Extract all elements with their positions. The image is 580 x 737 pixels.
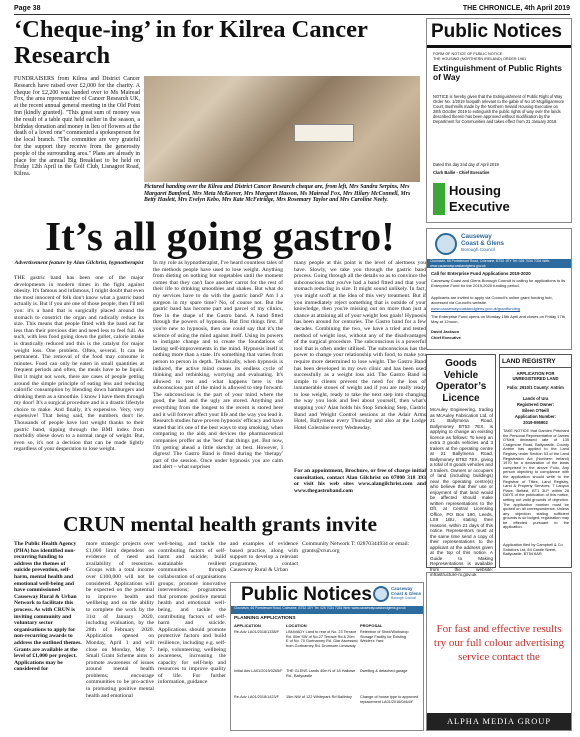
enterprise-sign-title: Chief Executive (431, 335, 461, 340)
goods-vehicle-notice (426, 354, 496, 577)
goods-body: McAuley Engineering, trading as McAuley Fabrication Ltd, of 21 Ballymena Road, Ballymoney BT53 7EX, is applying to change an existing licence as follows: To keep an extra 3 goods vehicles and 3 trailers at the operating centre at 21 Ballymena Road, Ballymoney BT53 7EX, giving a total of 8 goods vehicles and 3 trailers. Owners or occupiers of land (including buildings) near the operating centre(s) who believe that their use or enjoyment of that land would be affected should make written representations to the DfI, at Central Licensing Office, PO Box 180, Leeds, LS9 1BU, stating their reasons, within 21 days of this notice. Representors must at the same time send a copy of their representations to the applicant at the address given at the top of this notice. A Guide to Making Representations is available from the website: infrastructure-ni.gov.uk (430, 407, 493, 577)
land-app-number: 2019-095902 (523, 420, 548, 425)
planning-col-location: LOCATION (286, 623, 307, 628)
planning-row-3-proposal: Change of house type to approved replacement LA01/2016/0464/F (360, 695, 419, 704)
crun-col1: The Public Health Agency (PHA) has identified non-recurring funding to address the themes of suicide prevention, self-harm, mental health and emotional well-being and have commissioned Causeway Rural & Urban Network to facilitate this process. As with CRUN is inviting community and voluntary sector organisations to apply for non-recurring awards to address the outlined themes. Grants are available at the level of £1,000 per project. Applications may be considered for (14, 541, 82, 673)
land-folio: Folio: 2910/1 County: Antrim (507, 385, 564, 390)
planning-heading: PLANNING APPLICATIONS (234, 616, 296, 621)
planning-row-1-proposal: Retention of Shed/Workshop Storage Facility for Existing Welder's Yard (360, 630, 409, 644)
council-address: Cloonavin, 66 Portstewart Road, Coleraine, BT52 1EY Tel: 028 7034 7034 Web: www.causewaycoastandglens.gov.uk (427, 259, 571, 268)
land-lands: Lands of Ura (522, 396, 549, 401)
crun-col3: well-being, and tackle the contributing factors of self-harm and suicide; build sustainable resilient communities through collaboration of organisations groups; promote innovative interventions; programmes that promote positive mental health and emotional well-being, and tackle the contributing factors of self-harm and suicide. Applications should promote protective factors and build resilience, including e.g. self-help, volunteering, wellbeing awareness, increasing the capacity for self-help and resources to improve quality of life. For further information, guidance (158, 541, 226, 686)
council-name-mid: Coast & Glens (461, 240, 505, 247)
planning-table (234, 623, 421, 729)
kilrea-cheque-photo (144, 76, 420, 182)
advertising-ad (426, 572, 572, 731)
land-subtitle: APPLICATION FOR UNREGISTERED LAND (512, 371, 559, 381)
notice-dated: Dated this day 2nd day of April 2019 (433, 162, 499, 167)
land-owner-label: Registered Owner: (516, 402, 555, 407)
council-crest-icon (373, 586, 389, 602)
land-app-label: Application Number: (514, 414, 557, 419)
gastro-cta: For an appointment, Brochure, or free of charge initial consultation, contact Alan Gilchrist on 07800 318 393 or visit his web sites www.alangilchrist.com and www.thegastroband.com (294, 468, 426, 494)
planning-row-3-location: 15m NW of 122 Whitepark Rd Ballintoy (286, 695, 352, 699)
page-number: Page 38 (14, 5, 41, 12)
crun-col4: and examples of evidence based practice, along with support to develop a relevant programme, contact Causeway Rural & Urban (230, 541, 298, 574)
land-divider (500, 367, 571, 368)
goods-title: Goods Vehicle Operator’s Licence (435, 358, 487, 404)
planning-council-top: Causeway (391, 586, 413, 591)
planning-row-3-app: Re-Adv LA01/2018/1423/F (234, 695, 279, 699)
enterprise-p1: Causeway Coast and Glens Borough Council is calling for applications to its Enterprise Fund for the 2019-2020 funding period. (431, 278, 566, 288)
enterprise-p2: Applicants are invited to apply via Council's online grant funding hub, accessed via Council's website. (431, 295, 553, 305)
land-registry-notice (499, 354, 572, 568)
gastro-article (14, 260, 426, 508)
divider (427, 45, 571, 48)
planning-row-1-location: LIMAVADY Land to rear of No. 23 Terrace Rd. 50m SW of No.27 Terrace Rd & 20m E of No. 70 Gortnarney Rd. Glar Ascessed from Gortnarney Rd. Drumsurn Limavady (286, 630, 358, 648)
planning-council-bot: Borough Council (391, 596, 417, 600)
page-header (14, 3, 570, 15)
land-owner: Eileen O'Neill (522, 408, 549, 413)
notice-signed: Clark Ballie - Chief Executive (433, 170, 490, 175)
planning-row-2-location: THE GLENS Lands 40m N of 18 Hallowe Rd., Ballycastle (286, 669, 356, 678)
enterprise-fund-notice (426, 228, 572, 350)
planning-row-2-app: Initial Adv LA01/2019/0265/F (234, 669, 283, 673)
housing-logo-bar (433, 183, 445, 215)
paper-date: THE CHRONICLE, 4th April 2019 (462, 5, 570, 12)
planning-notices (230, 582, 424, 731)
land-footer: Application filed by Campbell & Co Solicitors Ltd, 84 Castle Street, Ballycastle, BT54 6AR (503, 542, 563, 557)
notice-body: NOTICE is hereby given that the Extinguishment of Public Right of Way Order No. 1/2019 footpath relevant to the gable of No 10 Mcgilliganmore Court, Bushmills made by the Northern Ireland Housing Executive on 28th October 2019 to extinguish the public rights of way over the lands described therein has been approved without modification by the Department for Communities and takes effect from 31 January 2019. (433, 94, 565, 124)
planning-row-2-proposal: Dwelling & detached garage (360, 669, 408, 673)
planning-col-proposal: PROPOSAL (360, 623, 383, 628)
ad-footer: ALPHA MEDIA GROUP (427, 713, 571, 730)
enterprise-p3: The Enterprise Fund opens on Monday 15th April and closes on Friday 17th May at 12noon. (431, 314, 566, 324)
land-title: LAND REGISTRY (502, 358, 556, 365)
housing-logo-bottom: Executive (449, 199, 510, 214)
gastro-col3: many people at this point is the level of alertness you have. Slowly, we take you through the gastric band process. Going through all the details so as to convince the subconscious that you've had a band fitted and that your stomach reducing in size. It might sound unlikely. In fact, you might scoff at the idea of this very treatment. But if you immediately reject something that is outside of your knowledge, then you're missing out on more than just a chance at attaining all of your weight loss goals! Hypnosis has been around for centuries. The Gastro band for a few decades. Combining the two, we have a tried and tested method of weight loss, without any of the disadvantages of the surgical procedure. The subconscious is a powerful tool that is often under utilised. The subconscious has the power to change your relationship with food, to make you require more determined to lose weight. The Gastro Band has been developed in my own clinic and has been used successfully as a weight loss aid. The Gastro Band is simple to clients prevent the need for the loss of innumerable stones of weight and if you are really ready to lose weight, ready to take the next step into changing the way you look and feel about yourself, then what's stopping you? Alan holds his Stop Smoking Step, Gastric Band and Weight Control sessions at the Adair Arms Hotel, Ballymena every Thursday and also at the Lodge Hotel Coleraine every Wednesday. (294, 260, 426, 431)
kilrea-headline: ‘Cheque-ing’ in for Kilrea Cancer Research (14, 16, 368, 69)
ad-line-2: try our full colour advertising (433, 637, 565, 649)
notice-heading: Extinguishment of Public Rights of Way (433, 63, 562, 82)
land-body: TAKE NOTICE that Damien Pritchard the Personal Representative of James O'Neill deceased late of 135 Craigmore Road, Ballycastle, County Antrim has applied to the Land Registry under Section 53 of the Land Registration Act (Northern Ireland) 1970 for a declaration of the lands comprised in the above Folio. Any person objecting to compliance with the application should write to the Registrar of Titles, Land Registry, Land & Property Services, 7 Lanyon Place, Belfast, BT1 3LP, within 28 DAYS of the publication of this notice, setting out valid grounds of objection. The application number must be quoted on all correspondence. Unless any objection stating sufficient grounds is so lodged, registration may be effected pursuant to the application. (503, 428, 569, 530)
ad-line-3: service contact the (458, 651, 540, 663)
enterprise-sign-name: David Jackson (431, 329, 460, 334)
kilrea-body: FUNDRAISERS from Kilrea and District Cancer Research have raised over £2,000 for the charity. A cheque for £2,200 was handed over to Ms Mairead Fox, the area representative of Cancer Research UK, at the recent annual general meeting in the Old Point Inn (kindly granted). "This great sum of money was the result of a table quiz held earlier in the season, a birthday donation and money in lieu of flowers at the death of a loved one" commented a spokesperson for the local branch. "The committee are very grateful for the support they receive from the generosity people of the surrounding area." Plans are already in place for the annual Big Breakfast to be held on Friday 12th April in the Golf Club, Lisnagrot Road, Kilrea. (14, 76, 140, 178)
notice-act: THE HOUSING (NORTHERN IRELAND) ORDER 1981 (433, 57, 527, 61)
cheque-image (294, 124, 354, 142)
planning-notices-title: Public Notices (241, 584, 372, 605)
planning-row-1-app: Re-Adv LA01/2018/1338/F (234, 630, 279, 634)
notice-form: FORM OF NOTICE OF PUBLIC NOTICE (433, 52, 503, 56)
council-name-top: Causeway (461, 233, 492, 240)
gastro-col2: In my role as hypnotherapist, I've heard countless tales of the methods people have used to lose weight. Anything from dieting on nothing but vegetables until the moment comes that they can't face another carrot for the rest of their life to drinking smoothies and shakes. But what do my services have to do with the gastric band? Am I a surgeon in my spare time? No, of course not. But the gastric band has become part and parcel of my clinics, free in the shape of the Gastro band. A band fitted through the powers of hypnosis. But first things first. If you're new to hypnosis, then one could say that it's the science of using the mind against itself. Using its powers to instigate change and to create the foundations of lasting self-improvements in the mind. Hypnosis itself is nothing more than a state. It's something that varies from person to person in depth. Technically, when hypnosis is induced, the active mind ceases its endless cycle of thinking and rethinking, worrying and evaluating. It's allowed to rest and what happens here is the subconscious part of the mind is allowed to step forward. The subconscious is the part of your mind where the good, the bad and the ugly are stored. Anything and everything from the longest to the recent is stored here and it will forever affect your life and the way you lead it. Research studies have proven hypnosis' efficacy and have stated that it's one of the best ways to stop smoking, when comparing to the aids and devices the pharmaceutical companies proffer as the 'best' that things get. But now, I'm getting ahead a little sketchy at best. However, I digress! The Gastro Band is fitted during the 'therapy' part of the session. Once under hypnosis you are calm and alert – what surprises (153, 260, 283, 471)
ad-line-1: For fast and effective results (436, 623, 562, 635)
crun-col5: Community Network T: 02870344934 or email: grants@crun.org (302, 541, 410, 554)
public-notice-housing (426, 18, 572, 223)
crun-headline: CRUN mental health grants invite (62, 512, 378, 536)
planning-col-application: APPLICATION (234, 623, 261, 628)
council-name-bot: Borough Council (461, 247, 495, 252)
council-crest-icon (435, 233, 457, 255)
gastro-col1: THE gastric band has been one of the major developments in modern times in the fight against obesity. It's famous and infamous, I might doubt that even the most innocent of folk don't know what a gastric band actually is. But if you are one of those people, then I'll tell you: it's a band that is surgically placed around the stomach to constrict the organ and radically reduce its size. This means that people fitted with the band eat far less than their previous diet and need less to feel full. As such, with less food going down the gullet, calorie intake is drastically reduced and this is the catalyst for major weight loss. One problem. Often, several. It can be permanent. The removal of the food may consume it minutes. Food can only be eaten in small quantities at frequent periods and often, the meals have to be liquid. But it might not work, there are cases of people getting around the simple principle of eating less and reducing calorific consumption by blending down hamburgers and drinking them as a smoothie. I know I have them through my door! It's a surgical procedure and is a drastic lifestyle choice to make. And finally, it's expensive. Very, very expensive! That being said, the numbers don't lie. Thousands of people have lost weight thanks to their gastric band, tipping through the BMI index from morbidly obese down to a normal range of weight. But, even so, it's not a decision that can be made lightly regardless of your desperation to lose weight. (14, 275, 144, 453)
enterprise-title: Call for Enterprise Fund Applications 2019-2020 (431, 271, 531, 276)
gastro-byline: Advertisement feature by Alan Gilchrist, hypnotherapist (14, 260, 144, 266)
gastro-headline: It’s all going gastro! (45, 213, 395, 259)
planning-council-mid: Coast & Glens (391, 591, 422, 596)
housing-logo-top: Housing (449, 183, 501, 198)
planning-address: Cloonavin, 66 Portstewart Road, Coleraine, BT52 1EY Tel: 028 7034 7034 Web: www.causewaycoastandglens.gov.uk (231, 606, 423, 614)
enterprise-link[interactable]: www.causewaycoastandglens.gov.uk/grantfunding (431, 306, 521, 311)
notices-title: Public Notices (431, 21, 562, 42)
crun-col2: more strategic projects over £1,000 limit dependent on evidence of need and availability of resources. Groups with a total income over £100,000 will not be considered. Applications will be expected on the potential to improve health and wellbeing and on the ability to complete the work by the 31st of January 2020, including evaluation, by the 28th of February 2020. Application opened on Monday, April 1 and will close on Monday, May 7. Small Grant Scheme aims to promote awareness of issues around mental health problems; encourage communities to be pro-active in promoting positive mental health and emotional (86, 541, 154, 699)
kilrea-caption: Pictured handing over the Kilrea and District Cancer Research cheque are, from left, Mrs Sandra Serpins, Mrs Margaret Bamford, Mrs Meta McKeever, Mrs Margaret Hasson, Ms Mairead Fox, Mrs Hilary McConnell, Mrs Betty Haslett, Mrs Evelyn Kebo, Mrs Kate McFetridge, Mrs Rosemary Taylor and Mrs Caroline Neely. (144, 184, 411, 204)
